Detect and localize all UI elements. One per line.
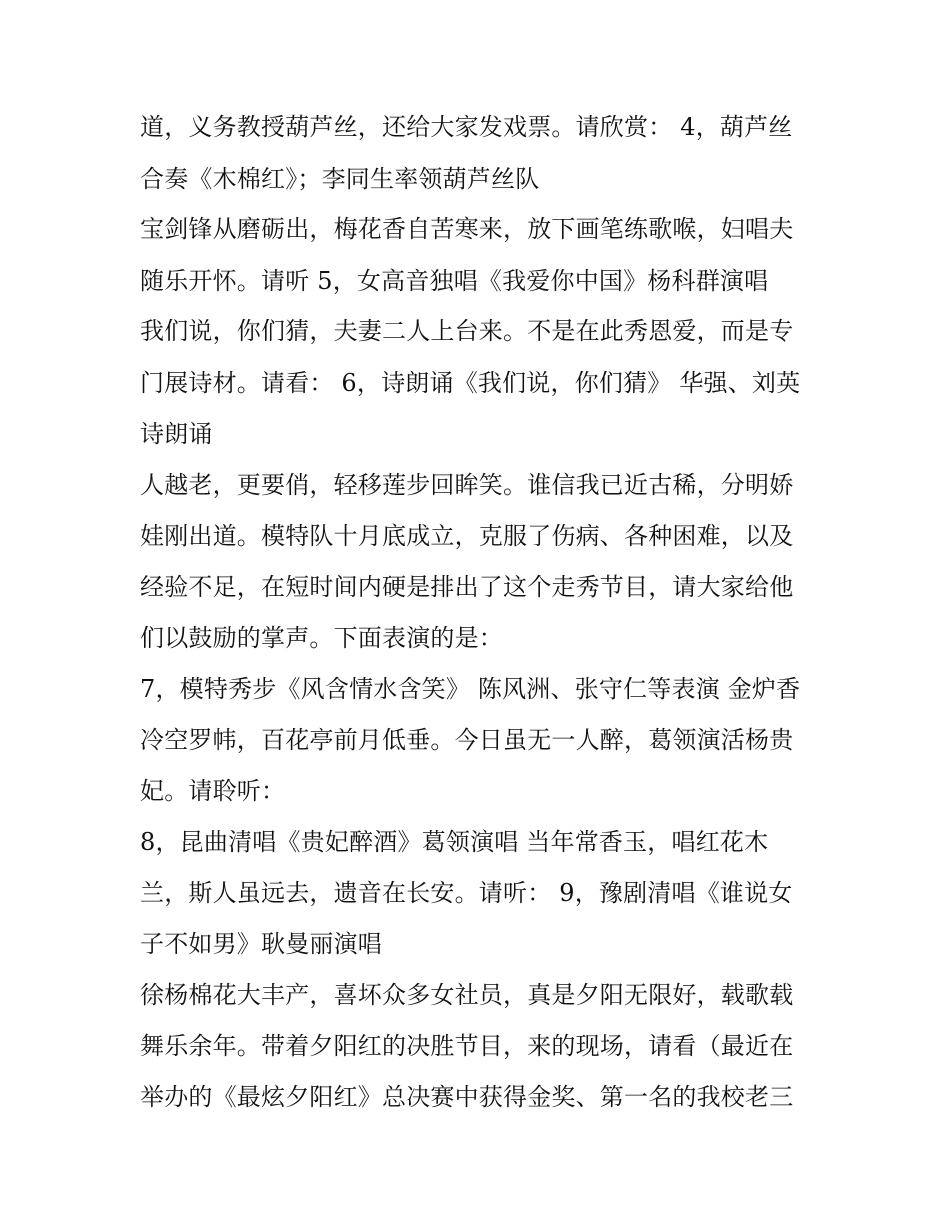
text-line: 子不如男》耿曼丽演唱 xyxy=(140,930,382,958)
text-line: 7，模特秀步《风含情水含笑》 陈风洲、张守仁等表演 金炉香 xyxy=(140,675,801,703)
text-line: 宝剑锋从磨砺出，梅花香自苦寒来，放下画笔练歌喉，妇唱夫 xyxy=(140,215,794,243)
text-line: 人越老，更要俏，轻移莲步回眸笑。谁信我已近古稀，分明娇 xyxy=(140,471,794,499)
text-line: 道，义务教授葫芦丝，还给大家发戏票。请欣赏： 4，葫芦丝 xyxy=(140,113,793,141)
text-line: 随乐开怀。请听 5，女高音独唱《我爱你中国》杨科群演唱 xyxy=(140,267,769,295)
text-line: 诗朗诵 xyxy=(140,420,213,448)
text-line: 徐杨棉花大丰产，喜坏众多女社员，真是夕阳无限好，载歌载 xyxy=(140,981,794,1009)
text-line: 门展诗材。请看： 6，诗朗诵《我们说，你们猜》 华强、刘英 xyxy=(140,369,801,397)
text-line: 娃刚出道。模特队十月底成立，克服了伤病、各种困难，以及 xyxy=(140,522,794,550)
text-line: 我们说，你们猜，夫妻二人上台来。不是在此秀恩爱，而是专 xyxy=(140,317,794,345)
text-line: 们以鼓励的掌声。下面表演的是： xyxy=(140,624,503,652)
text-line: 经验不足，在短时间内硬是排出了这个走秀节目，请大家给他 xyxy=(140,573,794,601)
text-line: 兰，斯人虽远去，遗音在长安。请听： 9，豫剧清唱《谁说女 xyxy=(140,879,793,907)
text-line: 妃。请聆听： xyxy=(140,777,286,805)
text-line: 合奏《木棉红》；李同生率领葫芦丝队 xyxy=(140,165,540,193)
text-line: 舞乐余年。带着夕阳红的决胜节目，来的现场，请看（最近在 xyxy=(140,1032,794,1060)
text-line: 冷空罗帏，百花亭前月低垂。今日虽无一人醉，葛领演活杨贵 xyxy=(140,726,794,754)
text-line: 8，昆曲清唱《贵妃醉酒》葛领演唱 当年常香玉，唱红花木 xyxy=(140,828,769,856)
text-line: 举办的《最炫夕阳红》总决赛中获得金奖、第一名的我校老三 xyxy=(140,1083,794,1111)
